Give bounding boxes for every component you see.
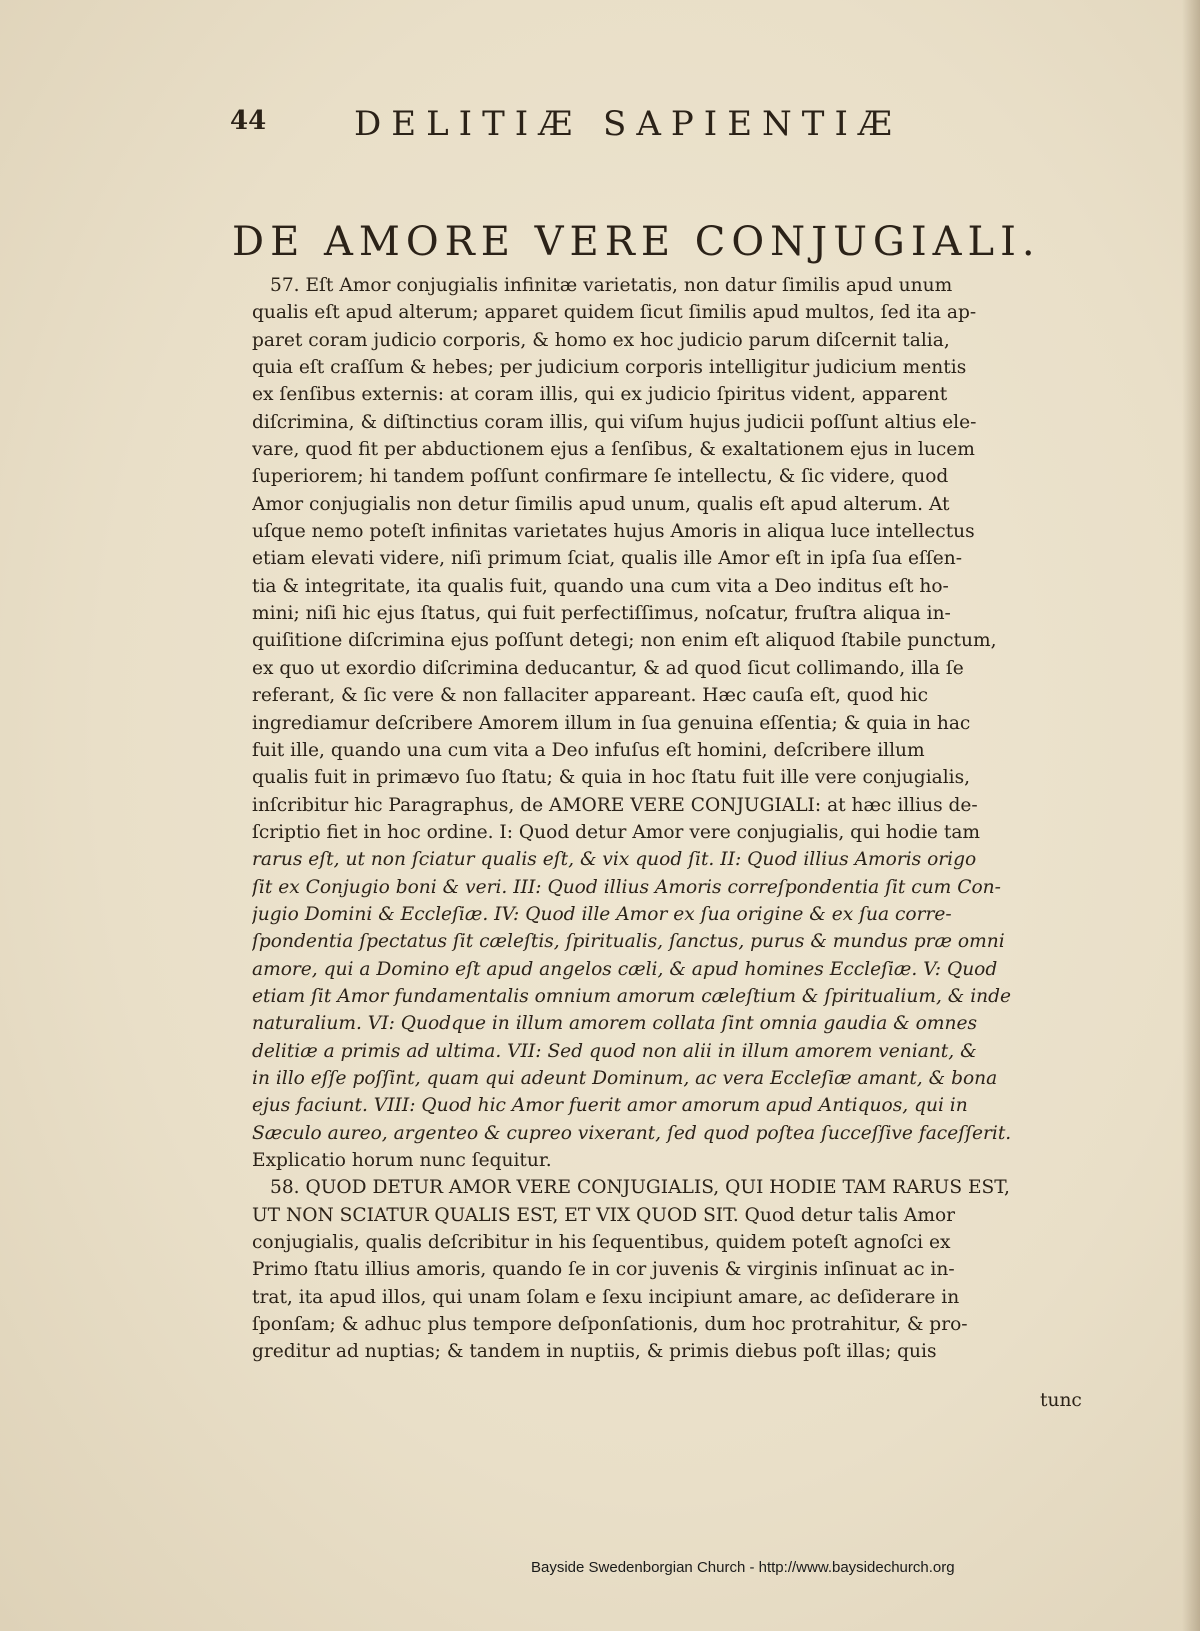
text-line: tia & integritate, ita qualis fuit, quando una cum vita a Deo inditus eſt ho- <box>252 575 949 597</box>
body-text <box>252 272 1078 1366</box>
text-line: 57. Eſt Amor conjugialis infinitæ varietatis, non datur ſimilis apud unum <box>270 275 953 296</box>
text-line: ex ſenſibus externis: at coram illis, qui ex judicio ſpiritus vident, apparent <box>252 384 948 406</box>
text-line: uſque nemo poteſt infinitas varietates hujus Amoris in aliqua luce intellectus <box>252 521 975 543</box>
text-line: naturalium. VI: Quodque in illum amorem collata ſint omnia gaudia & omnes <box>252 1013 977 1035</box>
text-line: referant, & ſic vere & non fallaciter appareant. Hæc cauſa eſt, quod hic <box>252 685 929 707</box>
page-number: 44 <box>230 106 267 136</box>
running-title: DELITIÆ SAPIENTIÆ <box>354 104 902 144</box>
text-line: ſit ex Conjugio boni & veri. III: Quod illius Amoris correſpondentia ſit cum Con- <box>252 876 1001 898</box>
text-line: ſponſam; & adhuc plus tempore deſponſationis, dum hoc protrahitur, & pro- <box>252 1314 968 1336</box>
text-line: quiſitione diſcrimina ejus poſſunt detegi; non enim eſt aliquod ſtabile punctum, <box>252 630 997 652</box>
text-line: qualis eſt apud alterum; apparet quidem ſicut ſimilis apud multos, ſed ita ap- <box>252 302 977 324</box>
text-line: ingrediamur deſcribere Amorem illum in ſua genuina eſſentia; & quia in hac <box>252 712 971 734</box>
text-line: rarus eſt, ut non ſciatur qualis eſt, & vix quod ſit. II: Quod illius Amoris origo <box>252 849 977 871</box>
text-line: ejus faciunt. VIII: Quod hic Amor fuerit amor amorum apud Antiquos, qui in <box>252 1095 968 1117</box>
text-line: Explicatio horum nunc ſequitur. <box>252 1150 552 1171</box>
text-line: fuit ille, quando una cum vita a Deo infuſus eſt homini, deſcribere illum <box>252 739 925 761</box>
text-line: ſpondentia ſpectatus ſit cæleſtis, ſpiritualis, ſanctus, purus & mundus præ omni <box>252 931 1005 953</box>
text-line: UT NON SCIATUR QUALIS EST, ET VIX QUOD SIT. Quod detur talis Amor <box>252 1204 956 1226</box>
text-line: Sæculo aureo, argenteo & cupreo vixerant, ſed quod poſtea ſucceſſive faceſſerit. <box>252 1122 1012 1144</box>
text-line: greditur ad nuptias; & tandem in nuptiis, & primis diebus poſt illas; quis <box>252 1341 937 1363</box>
catchword: tunc <box>1040 1390 1082 1411</box>
text-line: ex quo ut exordio diſcrimina deducantur, & ad quod ſicut collimando, illa ſe <box>252 657 964 679</box>
text-line: etiam elevati videre, niſi primum ſciat, qualis ille Amor eſt in ipſa ſua eſſen- <box>252 548 962 570</box>
page-edge-shadow <box>1182 0 1200 1631</box>
text-line: delitiæ a primis ad ultima. VII: Sed quod non alii in illum amorem veniant, & <box>252 1040 977 1062</box>
text-line: in illo eſſe poſſint, quam qui adeunt Dominum, ac vera Eccleſiæ amant, & bona <box>252 1067 998 1089</box>
text-line: quia eſt craſſum & hebes; per judicium corporis intelligitur judicium mentis <box>252 357 967 379</box>
text-line: etiam ſit Amor fundamentalis omnium amorum cæleſtium & ſpiritualium, & inde <box>252 985 1012 1007</box>
text-line: paret coram judicio corporis, & homo ex hoc judicio parum diſcernit talia, <box>252 329 950 351</box>
text-line: qualis fuit in primævo ſuo ſtatu; & quia in hoc ſtatu fuit ille vere conjugialis, <box>252 767 971 789</box>
footer-credit[interactable]: Bayside Swedenborgian Church - http://www.baysidechurch.org <box>531 1559 955 1576</box>
text-line: vare, quod fit per abductionem ejus a ſenſibus, & exaltationem ejus in lucem <box>252 439 975 461</box>
text-line: conjugialis, qualis deſcribitur in his ſequentibus, quidem poteſt agnoſci ex <box>252 1232 951 1254</box>
text-line: diſcrimina, & diſtinctius coram illis, qui viſum hujus judicii poſſunt altius ele- <box>252 411 977 433</box>
running-head <box>230 104 1050 148</box>
text-line: mini; niſi hic ejus ſtatus, qui fuit perfectiſſimus, noſcatur, fruſtra aliqua in- <box>252 603 951 625</box>
text-line: ſuperiorem; hi tandem poſſunt confirmare ſe intellectu, & ſic videre, quod <box>252 466 949 488</box>
text-line: trat, ita apud illos, qui unam ſolam e ſexu incipiunt amare, ac deſiderare in <box>252 1286 960 1308</box>
section-title: DE AMORE VERE CONJUGIALI. <box>232 218 1041 265</box>
text-line: Amor conjugialis non detur ſimilis apud unum, qualis eſt apud alterum. At <box>252 493 950 515</box>
text-line: ſcriptio fiet in hoc ordine. I: Quod detur Amor vere conjugialis, qui hodie tam <box>252 821 981 843</box>
text-line: amore, qui a Domino eſt apud angelos cæli, & apud homines Eccleſiæ. V: Quod <box>252 958 998 980</box>
text-line: jugio Domini & Eccleſiæ. IV: Quod ille Amor ex ſua origine & ex ſua corre- <box>252 903 952 925</box>
text-line: inſcribitur hic Paragraphus, de AMORE VERE CONJUGIALI: at hæc illius de- <box>252 794 978 816</box>
text-line: Primo ſtatu illius amoris, quando ſe in cor juvenis & virginis inſinuat ac in- <box>252 1259 955 1281</box>
text-line: 58. QUOD DETUR AMOR VERE CONJUGIALIS, QUI HODIE TAM RARUS EST, <box>270 1177 1010 1199</box>
